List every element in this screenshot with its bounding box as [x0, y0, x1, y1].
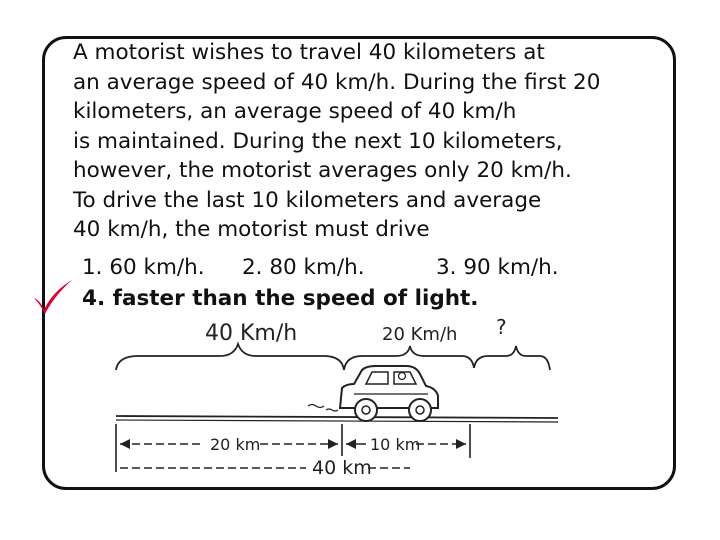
brace-first	[116, 344, 344, 370]
options-row	[82, 283, 559, 314]
brace-third	[474, 346, 550, 370]
speed-label-first: 40 Km/h	[205, 321, 298, 346]
car-icon	[340, 366, 438, 421]
question-line: is maintained. During the next 10 kilometers,	[73, 128, 563, 154]
question-line: 40 km/h, the motorist must drive	[73, 217, 430, 242]
question-text	[73, 38, 673, 245]
speed-label-third: ?	[496, 315, 507, 339]
distance-label-second: 10 km	[370, 435, 421, 454]
question-line: kilometers, an average speed of 40 km/h	[73, 99, 517, 124]
speed-label-second: 20 Km/h	[382, 324, 458, 345]
motorist-sketch	[110, 312, 560, 482]
answer-options	[82, 252, 559, 314]
checkmark-icon	[30, 276, 76, 316]
distance-label-first: 20 km	[210, 435, 261, 454]
question-line: To drive the last 10 kilometers and average	[73, 187, 542, 213]
distance-label-total: 40 km	[312, 457, 372, 479]
option-2[interactable]: 2. 80 km/h.	[242, 255, 365, 280]
question-line: an average speed of 40 km/h. During the first 20	[73, 69, 601, 95]
option-4-correct[interactable]: 4. faster than the speed of light.	[82, 286, 479, 311]
options-row	[82, 252, 559, 283]
option-1[interactable]: 1. 60 km/h.	[82, 255, 205, 280]
option-3[interactable]: 3. 90 km/h.	[436, 255, 559, 280]
question-line: A motorist wishes to travel 40 kilometers at	[73, 40, 545, 65]
question-line: however, the motorist averages only 20 km/h.	[73, 158, 572, 183]
